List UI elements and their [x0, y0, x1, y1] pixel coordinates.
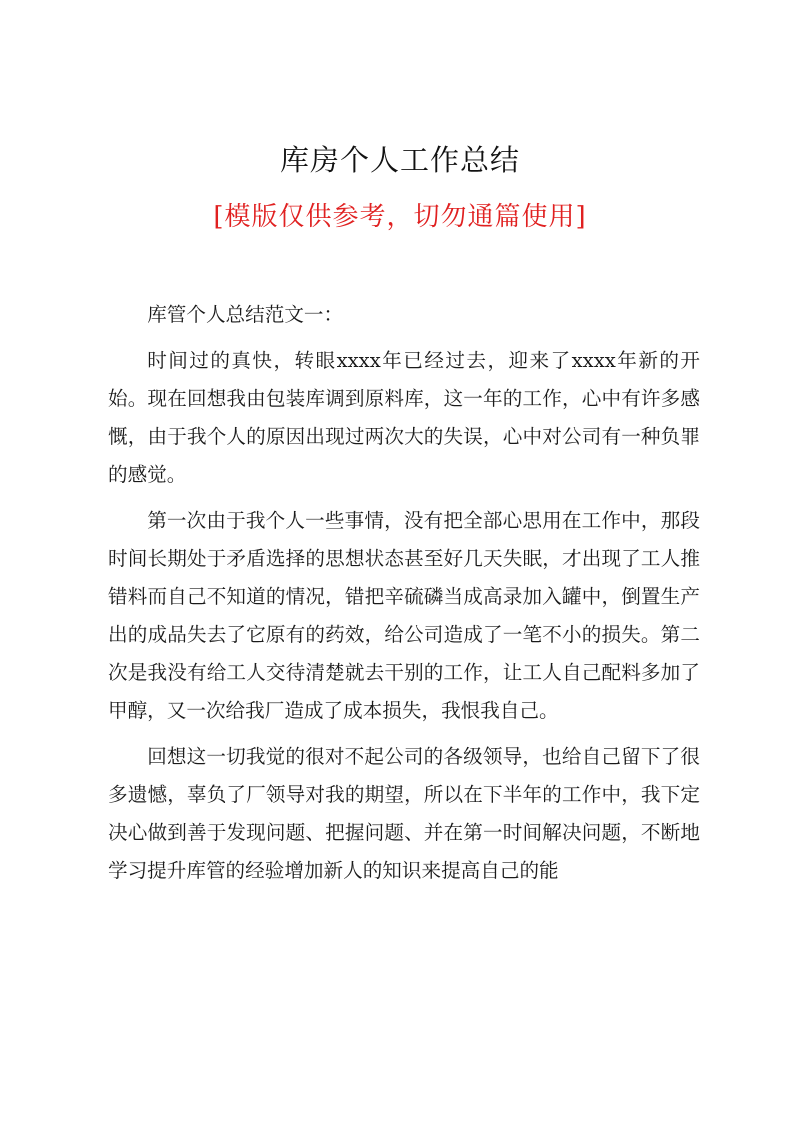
- body-paragraph: 第一次由于我个人一些事情，没有把全部心思用在工作中，那段时间长期处于矛盾选择的思想状态甚至好几天失眠，才出现了工人推错料而自己不知道的情况，错把辛硫磷当成高录加入罐中，倒置生产出的成品失去了它原有的药效，给公司造成了一笔不小的损失。第二次是我没有给工人交待清楚就去干别的工作，让工人自己配料多加了甲醇，又一次给我厂造成了成本损失，我恨我自己。: [108, 509, 700, 722]
- document-title: 库房个人工作总结: [279, 143, 520, 177]
- section-heading: 库管个人总结范文一：: [147, 303, 344, 326]
- body-paragraph: 回想这一切我觉的很对不起公司的各级领导，也给自己留下了很多遗憾，辜负了厂领导对我的期望，所以在下半年的工作中，我下定决心做到善于发现问题、把握问题、并在第一时间解决问题，不断地学习提升库管的经验增加新人的知识来提高自己的能: [108, 745, 700, 882]
- body-paragraph: 时间过的真快，转眼xxxx年已经过去，迎来了xxxx年新的开始。现在回想我由包装库调到原料库，这一年的工作，心中有许多感慨，由于我个人的原因出现过两次大的失误，心中对公司有一种负罪的感觉。: [108, 349, 700, 486]
- template-notice: [模版仅供参考，切勿通篇使用]: [213, 202, 587, 232]
- document-body: [108, 296, 700, 890]
